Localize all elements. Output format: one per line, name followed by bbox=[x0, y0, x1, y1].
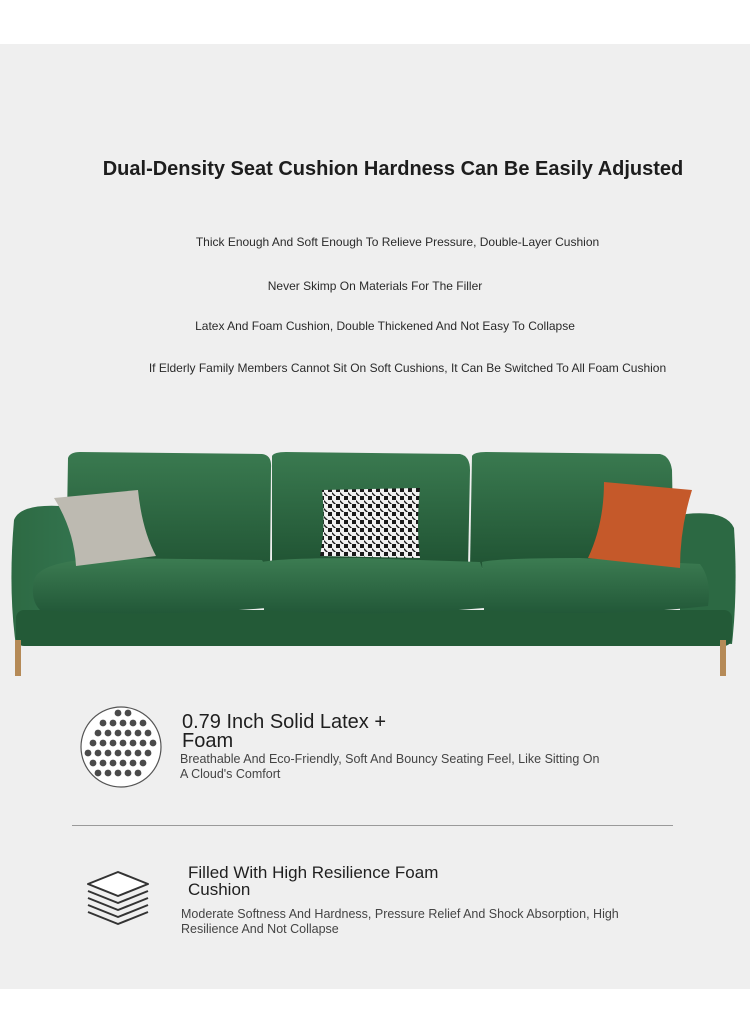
feature-title: Foam bbox=[182, 730, 234, 752]
dot bbox=[130, 720, 137, 727]
dot bbox=[115, 770, 122, 777]
dot bbox=[100, 740, 107, 747]
dot bbox=[90, 760, 97, 767]
dot bbox=[100, 720, 107, 727]
dot bbox=[150, 740, 157, 747]
dot bbox=[135, 730, 142, 737]
dot bbox=[130, 760, 137, 767]
dot bbox=[145, 750, 152, 757]
dot bbox=[95, 730, 102, 737]
dot bbox=[115, 730, 122, 737]
dot bbox=[120, 760, 127, 767]
page-headline: Dual-Density Seat Cushion Hardness Can Be Easily Adjusted bbox=[102, 158, 684, 180]
dot bbox=[115, 750, 122, 757]
dot bbox=[90, 740, 97, 747]
dot bbox=[140, 720, 147, 727]
dot bbox=[125, 750, 132, 757]
dot bbox=[105, 730, 112, 737]
feature-description: Moderate Softness And Hardness, Pressure Relief And Shock Absorption, High bbox=[181, 907, 619, 921]
dot bbox=[110, 740, 117, 747]
dot bbox=[135, 770, 142, 777]
description-line: Thick Enough And Soft Enough To Relieve Pressure, Double-Layer Cushion bbox=[195, 235, 600, 249]
dot bbox=[105, 770, 112, 777]
dot bbox=[140, 740, 147, 747]
dot bbox=[95, 750, 102, 757]
feature-title: 0.79 Inch Solid Latex + bbox=[182, 711, 387, 733]
sofa-image bbox=[0, 440, 750, 680]
feature-description: Resilience And Not Collapse bbox=[181, 922, 339, 936]
dot bbox=[145, 730, 152, 737]
divider bbox=[72, 825, 673, 826]
dot bbox=[125, 770, 132, 777]
dot bbox=[130, 740, 137, 747]
dot bbox=[105, 750, 112, 757]
dot bbox=[120, 720, 127, 727]
feature-description: Breathable And Eco-Friendly, Soft And Bouncy Seating Feel, Like Sitting On bbox=[180, 752, 600, 766]
dot bbox=[100, 760, 107, 767]
dot bbox=[125, 730, 132, 737]
dot bbox=[135, 750, 142, 757]
dot bbox=[115, 710, 122, 717]
feature-title: Filled With High Resilience Foam bbox=[188, 863, 439, 882]
dot bbox=[140, 760, 147, 767]
feature-title: Cushion bbox=[188, 880, 251, 899]
dot bbox=[110, 760, 117, 767]
dot bbox=[125, 710, 132, 717]
description-line: Latex And Foam Cushion, Double Thickened And Not Easy To Collapse bbox=[195, 319, 575, 333]
dot bbox=[120, 740, 127, 747]
stacked-layers-icon bbox=[86, 870, 150, 926]
description-line: Never Skimp On Materials For The Filler bbox=[267, 279, 483, 293]
dot bbox=[110, 720, 117, 727]
dotted-circle-icon bbox=[80, 706, 162, 788]
feature-description: A Cloud's Comfort bbox=[180, 767, 281, 781]
dot bbox=[85, 750, 92, 757]
dot bbox=[95, 770, 102, 777]
description-line: If Elderly Family Members Cannot Sit On Soft Cushions, It Can Be Switched To All Foam Cushion bbox=[148, 361, 667, 375]
